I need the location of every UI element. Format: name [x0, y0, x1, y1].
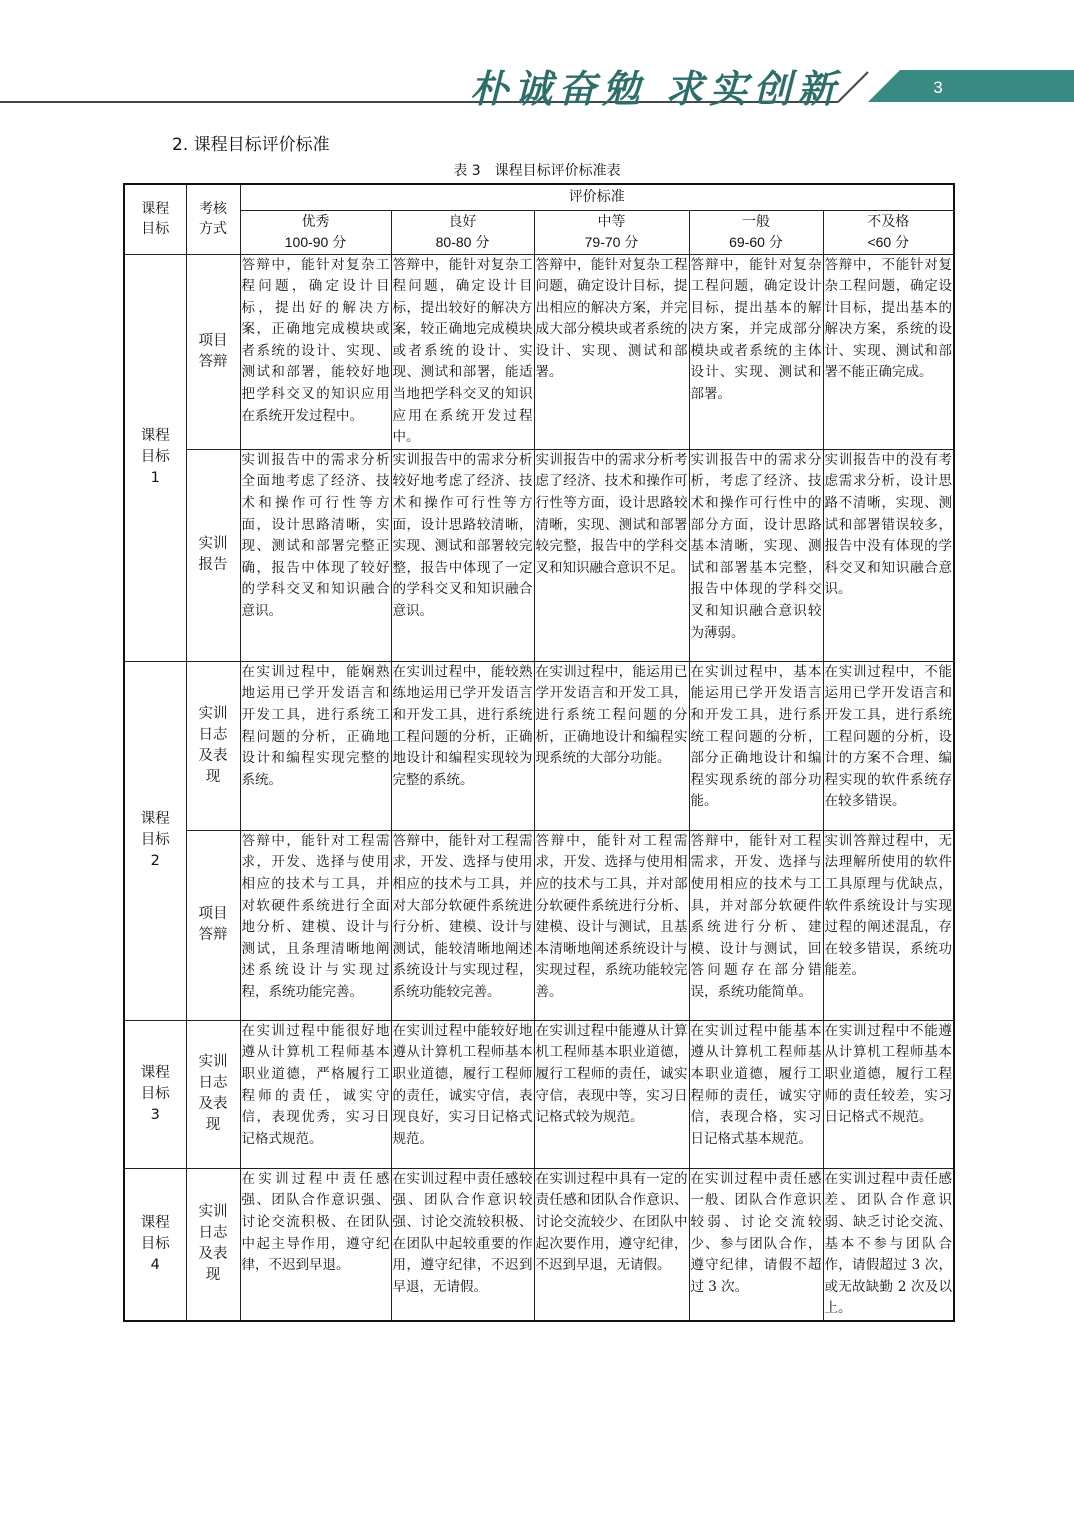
criteria-cell: 答辩中，能针对工程需求，开发、选择与使用相应的技术与工具，并对大部分软硬件系统进行分析、建模、设计与测试，能较清晰地阐述系统设计与实现过程，系统功能较完善。: [391, 830, 534, 1020]
table-row: [124, 449, 954, 661]
method-cell: 项目答辩: [186, 830, 240, 1020]
method-cell: 实训日志及表现: [186, 661, 240, 830]
criteria-cell: 实训报告中的需求分析全面地考虑了经济、技术和操作可行性等方面，设计思路清晰，实现、测试和部署完整正确，报告中体现了较好的学科交叉和知识融合意识。: [240, 449, 391, 661]
evaluation-table: [123, 183, 955, 1322]
method-cell: 实训日志及表现: [186, 1020, 240, 1168]
criteria-cell: 在实训过程中能很好地遵从计算机工程师基本职业道德，严格履行工程师的责任，诚实守信，表现优秀，实习日记格式规范。: [240, 1020, 391, 1168]
grade-header: 良好 80-80 分: [391, 210, 534, 254]
header-criteria: 评价标准: [240, 184, 954, 210]
goal-cell: 课程目标 2: [124, 661, 186, 1020]
table-row: [124, 1020, 954, 1168]
criteria-cell: 答辩中，能针对工程需求，开发、选择与使用相应的技术与工具，并对部分软硬件系统进行分析、建模、设计与测试，回答问题存在部分错误，系统功能简单。: [689, 830, 823, 1020]
criteria-cell: 在实训过程中不能遵从计算机工程师基本职业道德，履行工程师的责任较差，实习日记格式不规范。: [823, 1020, 954, 1168]
table-row: [124, 830, 954, 1020]
criteria-cell: 在实训过程中责任感差、团队合作意识弱、缺乏讨论交流、基本不参与团队合作，请假超过 3 次，或无故缺勤 2 次及以上。: [823, 1168, 954, 1321]
table-row: [124, 1168, 954, 1321]
method-cell: 项目答辩: [186, 254, 240, 449]
criteria-cell: 答辩中，能针对复杂工程问题，确定设计目标，提出好的解决方案，正确地完成模块或者系统的设计、实现、测试和部署，能较好地把学科交叉的知识应用在系统开发过程中。: [240, 254, 391, 449]
criteria-cell: 在实训过程中，基本能运用已学开发语言和开发工具，进行系统工程问题的分析，部分正确地设计和编程实现系统的部分功能。: [689, 661, 823, 830]
goal-cell: 课程目标 4: [124, 1168, 186, 1321]
criteria-cell: 在实训过程中能基本遵从计算机工程师基本职业道德，履行工程师的责任，诚实守信，表现合格，实习日记格式基本规范。: [689, 1020, 823, 1168]
method-cell: 实训日志及表现: [186, 1168, 240, 1321]
table-row: [124, 661, 954, 830]
criteria-cell: 在实训过程中能遵从计算机工程师基本职业道德，履行工程师的责任，诚实守信，表现中等，实习日记格式较为规范。: [534, 1020, 689, 1168]
criteria-cell: 答辩中，能针对复杂工程问题，确定设计目标，提出相应的解决方案，并完成大部分模块或者系统的设计、实现、测试和部署。: [534, 254, 689, 449]
criteria-cell: 答辩中，能针对复杂工程问题，确定设计目标，提出基本的解决方案，并完成部分模块或者系统的主体设计、实现、测试和部署。: [689, 254, 823, 449]
criteria-cell: 在实训过程中，能运用已学开发语言和开发工具，进行系统工程问题的分析，正确地设计和编程实现系统的大部分功能。: [534, 661, 689, 830]
grade-header: 中等 79-70 分: [534, 210, 689, 254]
criteria-cell: 在实训过程中责任感一般、团队合作意识较弱、讨论交流较少、参与团队合作，遵守纪律，请假不超过 3 次。: [689, 1168, 823, 1321]
section-title: 2. 课程目标评价标准: [172, 135, 330, 155]
header-method: 考核方式: [186, 184, 240, 254]
table-row: [124, 254, 954, 449]
criteria-cell: 答辩中，能针对工程需求，开发、选择与使用相应的技术与工具，并对部分软硬件系统进行分析、建模、设计与测试，且基本清晰地阐述系统设计与实现过程，系统功能较完善。: [534, 830, 689, 1020]
criteria-cell: 在实训过程中能较好地遵从计算机工程师基本职业道德，履行工程师的责任，诚实守信，表现良好，实习日记格式规范。: [391, 1020, 534, 1168]
criteria-cell: 在实训过程中具有一定的责任感和团队合作意识、讨论交流较少、在团队中起次要作用，遵守纪律，不迟到早退，无请假。: [534, 1168, 689, 1321]
criteria-cell: 在实训过程中，能娴熟地运用已学开发语言和开发工具，进行系统工程问题的分析，正确地设计和编程实现完整的系统。: [240, 661, 391, 830]
table-caption: 表 3 课程目标评价标准表: [453, 163, 621, 179]
goal-cell: 课程目标 1: [124, 254, 186, 661]
grade-header: 不及格 <60 分: [823, 210, 954, 254]
criteria-cell: 在实训过程中责任感强、团队合作意识强、讨论交流积极、在团队中起主导作用，遵守纪律，不迟到早退。: [240, 1168, 391, 1321]
header-motto: 朴诚奋勉 求实创新: [470, 66, 842, 111]
method-cell: 实训报告: [186, 449, 240, 661]
criteria-cell: 实训报告中的需求分析考虑了经济、技术和操作可行性等方面，设计思路较清晰，实现、测试和部署较完整，报告中的学科交叉和知识融合意识不足。: [534, 449, 689, 661]
criteria-cell: 答辩中，不能针对复杂工程问题，确定设计目标，提出基本的解决方案，系统的设计、实现、测试和部署不能正确完成。: [823, 254, 954, 449]
page-number: 3: [933, 78, 943, 97]
grade-header: 优秀 100-90 分: [240, 210, 391, 254]
criteria-cell: 答辩中，能针对复杂工程问题，确定设计目标，提出较好的解决方案，较正确地完成模块或者系统的设计、实现、测试和部署，能适当地把学科交叉的知识应用在系统开发过程中。: [391, 254, 534, 449]
criteria-cell: 实训报告中的需求分析较好地考虑了经济、技术和操作可行性等方面，设计思路较清晰，实现、测试和部署较完整，报告中体现了一定的学科交叉和知识融合意识。: [391, 449, 534, 661]
grade-header: 一般 69-60 分: [689, 210, 823, 254]
header-goal: 课程目标: [124, 184, 186, 254]
criteria-cell: 在实训过程中，不能运用已学开发语言和开发工具，进行系统工程问题的分析，设计的方案不合理、编程实现的软件系统存在较多错误。: [823, 661, 954, 830]
criteria-cell: 实训答辩过程中，无法理解所使用的软件工具原理与优缺点，软件系统设计与实现过程的阐述混乱，存在较多错误，系统功能差。: [823, 830, 954, 1020]
criteria-cell: 实训报告中的没有考虑需求分析，设计思路不清晰，实现、测试和部署错误较多，报告中没有体现的学科交叉和知识融合意识。: [823, 449, 954, 661]
goal-cell: 课程目标 3: [124, 1020, 186, 1168]
criteria-cell: 在实训过程中，能较熟练地运用已学开发语言和开发工具，进行系统工程问题的分析，正确地设计和编程实现较为完整的系统。: [391, 661, 534, 830]
criteria-cell: 在实训过程中责任感较强、团队合作意识较强、讨论交流较积极、在团队中起较重要的作用，遵守纪律，不迟到早退，无请假。: [391, 1168, 534, 1321]
criteria-cell: 实训报告中的需求分析，考虑了经济、技术和操作可行性中的部分方面，设计思路基本清晰，实现、测试和部署基本完整，报告中体现的学科交叉和知识融合意识较为薄弱。: [689, 449, 823, 661]
criteria-cell: 答辩中，能针对工程需求，开发、选择与使用相应的技术与工具，并对软硬件系统进行全面地分析、建模、设计与测试，且条理清晰地阐述系统设计与实现过程，系统功能完善。: [240, 830, 391, 1020]
